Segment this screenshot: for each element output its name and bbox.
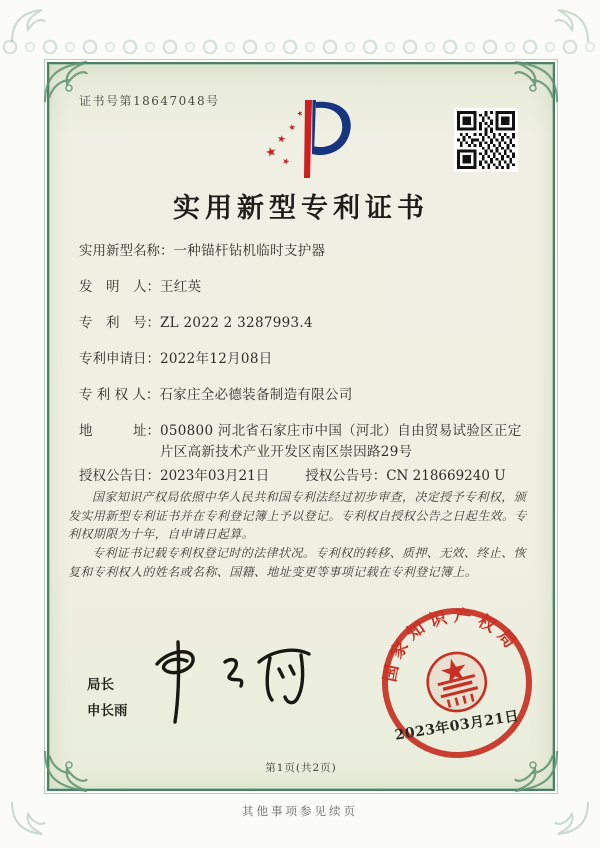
legal-paragraph-1: 国家知识产权局依照中华人民共和国专利法经过初步审查，决定授予专利权，颁发实用新型专利证书并在专利登记簿上予以登记。专利权自授权公告之日起生效。专利权期限为十年，自申请日起算。 xyxy=(68,490,527,541)
logo-blue-sliver xyxy=(312,100,316,154)
commissioner-name: 申长雨 xyxy=(87,703,128,719)
certificate-frame xyxy=(47,62,555,791)
field-value: 050800 河北省石家庄市中国（河北）自由贸易试验区正定片区高新技术产业开发区南区崇因路29号 xyxy=(160,423,522,460)
field-row-patent-name xyxy=(79,241,529,262)
field-row-address xyxy=(79,421,529,463)
field-value: 王红英 xyxy=(160,279,202,295)
outer-guilloche-band xyxy=(0,36,600,58)
field-value: ZL 2022 2 3287993.4 xyxy=(160,315,313,331)
certificate-fields xyxy=(79,241,529,502)
seal-date: 2023年03月21日 xyxy=(393,708,521,744)
qr-code xyxy=(454,108,518,172)
field-label: 专 利 权 人： xyxy=(79,387,160,403)
grant-number-pair xyxy=(305,466,505,487)
page-number: 第1页(共2页) xyxy=(265,762,337,774)
continuation-note: 其他事项参见续页 xyxy=(242,804,358,818)
field-value: 一种锚杆钻机临时支护器 xyxy=(173,243,326,259)
field-label: 实用新型名称： xyxy=(79,243,174,259)
field-value: 2022年12月08日 xyxy=(160,351,273,367)
field-row-patent-number xyxy=(79,313,529,334)
signature-block xyxy=(87,672,128,724)
logo-red-wedge xyxy=(304,100,312,178)
field-label: 专 利 号： xyxy=(79,315,160,331)
legal-paragraph-2: 专利证书记载专利权登记时的法律状况。专利权的转移、质押、无效、终止、恢复和专利权人的姓名或名称、国籍、地址变更等事项记载在专利登记簿上。 xyxy=(68,546,527,579)
field-label: 专利申请日： xyxy=(79,351,160,367)
field-row-filing-date xyxy=(79,349,529,370)
field-label: 地 址： xyxy=(79,423,160,439)
field-label: 授权公告日： xyxy=(79,468,160,484)
field-value: 2023年03月21日 xyxy=(160,468,270,484)
logo-stars xyxy=(265,110,304,165)
commissioner-title: 局长 xyxy=(87,677,114,693)
field-value: 石家庄全必德装备制造有限公司 xyxy=(159,387,353,403)
seal-emblem xyxy=(422,647,492,717)
frame-corner-flourish xyxy=(513,58,559,104)
grant-date-pair xyxy=(79,466,269,487)
field-row-grant xyxy=(79,466,529,487)
certificate-number: 证书号第18647048号 xyxy=(79,94,220,108)
signature-handwriting xyxy=(137,636,352,728)
official-seal xyxy=(376,602,538,764)
field-value: CN 218669240 U xyxy=(386,468,506,484)
field-label: 授权公告号： xyxy=(305,468,387,484)
field-row-inventor xyxy=(79,277,529,298)
logo-blue-p xyxy=(312,102,351,155)
cnipa-logo xyxy=(246,94,358,186)
seal-text: 国家知识产权局 xyxy=(380,606,524,684)
field-label: 发 明 人： xyxy=(79,279,160,295)
field-row-patentee xyxy=(79,385,529,406)
sheet-corner-ornament xyxy=(552,6,592,46)
sheet-corner-ornament xyxy=(8,6,48,46)
certificate-title: 实用新型专利证书 xyxy=(173,193,429,224)
